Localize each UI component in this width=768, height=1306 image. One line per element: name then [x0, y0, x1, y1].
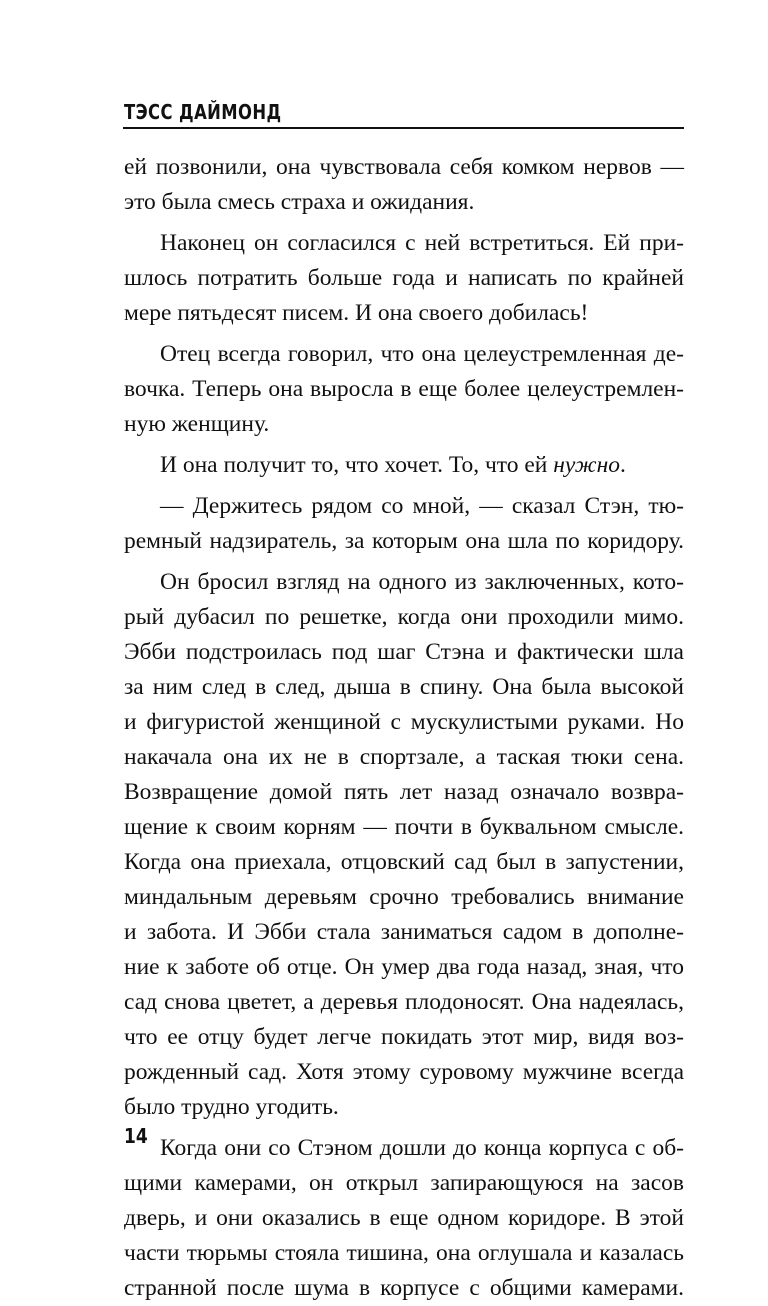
- text-line: Отец всегда говорил, что она целеустремленная де-: [160, 341, 684, 367]
- running-head-author: ТЭСС ДАЙМОНД: [124, 100, 282, 124]
- text-line: вочка. Теперь она выросла в еще более целеустремлен-: [124, 376, 684, 402]
- text-line: и забота. И Эбби стала заниматься садом в дополне-: [124, 919, 684, 945]
- text-line: мере пятьдесят писем. И она своего добилась!: [124, 300, 589, 326]
- text-line: странной после шума в корпусе с общими камерами.: [124, 1275, 684, 1301]
- text-line: щими камерами, он открыл запирающуюся на засов: [124, 1170, 684, 1196]
- text-line: — Держитесь рядом со мной, — сказал Стэн, тю-: [160, 493, 684, 519]
- text-line: Наконец он согласился с ней встретиться. Ей при-: [160, 230, 684, 256]
- text-line: щение к своим корням — почти в буквальном смысле.: [124, 814, 684, 840]
- text-line: части тюрьмы стояла тишина, она оглушала и казалась: [124, 1240, 684, 1266]
- text-segment: .: [620, 452, 626, 478]
- text-line: рожденный сад. Хотя этому суровому мужчине всегда: [124, 1059, 684, 1085]
- text-line: миндальным деревьям срочно требовались внимание: [124, 884, 684, 910]
- text-line: ную женщину.: [124, 411, 270, 437]
- text-line: накачала она их не в спортзале, а таская тюки сена.: [124, 744, 684, 770]
- text-line: ние к заботе об отце. Он умер два года назад, зная, что: [124, 954, 684, 980]
- text-line: Он бросил взгляд на одного из заключенных, кото-: [160, 569, 684, 595]
- text-line: [124, 448, 684, 483]
- text-line: ремный надзиратель, за которым она шла по коридору.: [124, 528, 684, 554]
- text-line: ей позвонили, она чувствовала себя комком нервов —: [124, 154, 684, 180]
- text-line: что ее отцу будет легче покидать этот мир, видя воз-: [124, 1024, 684, 1050]
- body-text: [124, 150, 684, 1306]
- page-number: 14: [124, 1124, 148, 1148]
- text-line: Возвращение домой пять лет назад означало возвра-: [124, 779, 684, 805]
- header-rule: [123, 127, 684, 129]
- text-line: рый дубасил по решетке, когда они проходили мимо.: [124, 604, 684, 630]
- text-line: сад снова цветет, а деревья плодоносят. Она надеялась,: [124, 989, 684, 1015]
- text-line: за ним след в след, дыша в спину. Она была высокой: [124, 674, 684, 700]
- text-line: это была смесь страха и ожидания.: [124, 189, 475, 215]
- text-line: шлось потратить больше года и написать по крайней: [124, 265, 684, 291]
- text-line: Когда она приехала, отцовский сад был в запустении,: [124, 849, 684, 875]
- text-line: дверь, и они оказались в еще одном коридоре. В этой: [124, 1205, 684, 1231]
- italic-emphasis: нужно: [553, 452, 621, 478]
- text-line: и фигуристой женщиной с мускулистыми руками. Но: [124, 709, 684, 735]
- text-line: Когда они со Стэном дошли до конца корпуса с об-: [160, 1135, 684, 1161]
- text-segment: И она получит то, что хочет. То, что ей: [160, 452, 554, 478]
- text-line: было трудно угодить.: [124, 1094, 339, 1120]
- text-line: Эбби подстроилась под шаг Стэна и фактически шла: [124, 639, 684, 665]
